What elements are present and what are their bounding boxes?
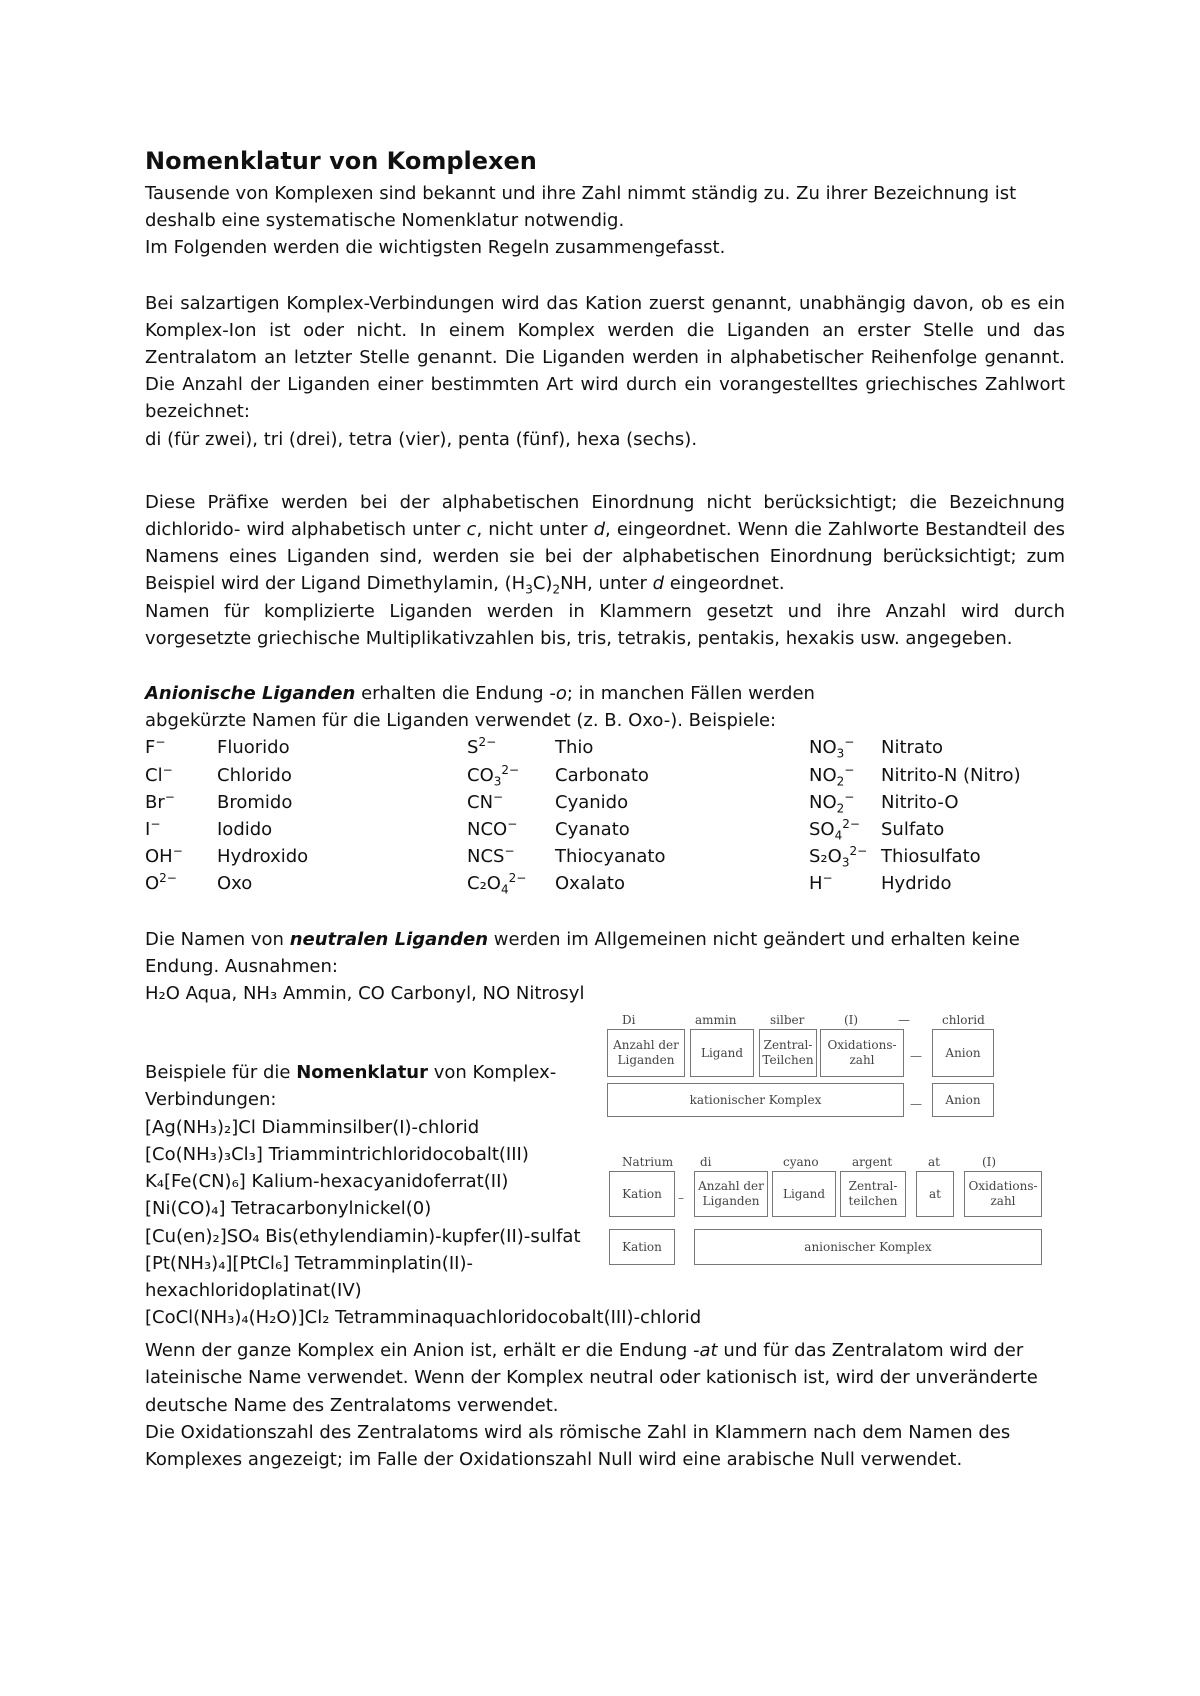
anionic-lead-2: abgekürzte Namen für die Liganden verwendet (z. B. Oxo-). Beispiele: [145, 710, 777, 732]
diagram1-cationic-complex: kationischer Komplex [607, 1083, 904, 1117]
complex-ligand-paragraph: Namen für komplizierte Liganden werden in Klammern gesetzt und ihre Anzahl wird durch vorgesetzte griechische Multiplikativzahlen bis, tris, tetrakis, pentakis, hexakis usw. angegeben. [145, 600, 1065, 649]
diagram1-label: (I) [844, 1013, 859, 1028]
ligand-name: Oxalato [555, 873, 625, 895]
diagram1-label: — [898, 1013, 910, 1028]
diagram2-box-count: Anzahl der Liganden [694, 1171, 768, 1217]
ligand-row [145, 816, 1061, 843]
ligand-formula: OH− [145, 844, 183, 868]
ligand-formula: $NO_2^-$ [809, 762, 855, 789]
diagram1-box-oxidation: Oxidations-zahl [820, 1029, 904, 1077]
example-item: [Co(NH₃)₃Cl₃] Triammintrichloridocobalt(III) [145, 1143, 529, 1165]
diagram1-dash: — [910, 1049, 922, 1064]
diagram2-anionic-complex: anionischer Komplex [694, 1229, 1042, 1265]
diagram2-dash: – [678, 1191, 684, 1206]
ligand-row [145, 843, 1061, 870]
ligand-name: Nitrato [881, 737, 944, 759]
diagram1-label: Di [622, 1013, 636, 1028]
ligand-name: Hydrido [881, 873, 952, 895]
ligand-formula: $S^{2-}$ [467, 735, 497, 759]
ligand-formula: $C_2O_4^{2-}$ [467, 871, 527, 898]
diagram2-bottom-cation: Kation [609, 1229, 675, 1265]
diagram2-label: (I) [982, 1155, 997, 1170]
ligand-formula: Cl− [145, 762, 173, 786]
ligand-name: Fluorido [217, 737, 290, 759]
ligand-formula: $CO_3^{2-}$ [467, 762, 520, 789]
anionic-lead: Anionische Liganden erhalten die Endung -o; in manchen Fällen werden [145, 683, 815, 705]
ligand-formula: $S_2O_3^{2-}$ [809, 844, 868, 870]
diagram2-label: Natrium [622, 1155, 674, 1170]
diagram2-label: cyano [783, 1155, 819, 1170]
diagram1-label: silber [770, 1013, 805, 1028]
ligand-formula: H− [809, 871, 833, 895]
page-title: Nomenklatur von Komplexen [145, 147, 537, 175]
ligand-name: Hydroxido [217, 846, 309, 868]
diagram2-label: at [928, 1155, 940, 1170]
ligand-name: Oxo [217, 873, 253, 895]
ligand-name: Cyanido [555, 791, 629, 813]
ligand-formula: NCS− [467, 844, 515, 868]
rules-paragraph: Bei salzartigen Komplex-Verbindungen wird das Kation zuerst genannt, unabhängig davon, ob es ein Komplex-Ion ist oder nicht. In einem Komplex werden die Liganden an erster Stelle und das Zentralatom an letzter Stelle genannt. Die Liganden werden in alphabetischer Reihenfolge genannt. Die Anzahl der Liganden einer bestimmten Art wird durch ein vorangestelltes griechisches Zahlwort bezeichnet: [145, 292, 1065, 423]
ligand-name: Nitrito-O [881, 791, 959, 813]
ligand-formula: Br− [145, 789, 175, 813]
examples-section [145, 1007, 1065, 1337]
diagram2-label: argent [852, 1155, 893, 1170]
ligand-row [145, 789, 1061, 816]
diagram1-box-anion: Anion [932, 1029, 994, 1077]
ligand-name: Carbonato [555, 764, 649, 786]
neutral-examples: H₂O Aqua, NH₃ Ammin, CO Carbonyl, NO Nitrosyl [145, 983, 585, 1005]
ligand-formula: $NO_3^-$ [809, 735, 855, 762]
examples-lead: Beispiele für die Nomenklatur von Komplex-Verbindungen: [145, 1062, 557, 1111]
final-paragraph-2: Die Oxidationszahl des Zentralatoms wird als römische Zahl in Klammern nach dem Namen des Komplexes angezeigt; im Falle der Oxidationszahl Null wird eine arabische Null verwendet. [145, 1421, 1011, 1471]
example-item: [CoCl(NH₃)₄(H₂O)]Cl₂ Tetramminaquachloridocobalt(III)-chlorid [145, 1307, 702, 1329]
example-item: [Ag(NH₃)₂]Cl Diamminsilber(I)-chlorid [145, 1116, 480, 1138]
ligand-name: Bromido [217, 791, 293, 813]
prefix-list: di (für zwei), tri (drei), tetra (vier), penta (fünf), hexa (sechs). [145, 428, 698, 450]
ligand-name: Chlorido [217, 764, 292, 786]
diagram2-box-cation: Kation [609, 1171, 675, 1217]
diagram2-box-oxidation: Oxidations-zahl [964, 1171, 1042, 1217]
diagram2-box-at: at [916, 1171, 954, 1217]
ligand-name: Sulfato [881, 819, 945, 841]
example-item: [Pt(NH₃)₄][PtCl₆] Tetramminplatin(II)-hexachloridoplatinat(IV) [145, 1252, 473, 1301]
neutral-lead: Die Namen von neutralen Liganden werden im Allgemeinen nicht geändert und erhalten keine Endung. Ausnahmen: [145, 928, 1020, 977]
document-page [145, 146, 1065, 1473]
ligand-formula: CN− [467, 789, 504, 813]
ligand-formula: $O^{2-}$ [145, 871, 177, 895]
prefix-paragraph: Diese Präfixe werden bei der alphabetischen Einordnung nicht berücksichtigt; die Bezeichnung dichlorido- wird alphabetisch unter c, nicht unter d, eingeordnet. Wenn die Zahlworte Bestandteil des Namens eines Liganden sind, werden sie bei der alphabetischen Einordnung berücksichtigt; zum Beispiel wird der Ligand Dimethylamin, $(H_3C)_2NH$, unter d eingeordnet. [145, 491, 1065, 598]
diagram1-dash: — [910, 1097, 922, 1112]
diagram2-box-central: Zentral-teilchen [840, 1171, 906, 1217]
ligand-formula: NCO− [467, 817, 518, 841]
ligand-name: Thiocyanato [555, 846, 666, 868]
ligand-name: Nitrito-N (Nitro) [881, 764, 1021, 786]
diagram2-label: di [700, 1155, 712, 1170]
final-paragraph-1: Wenn der ganze Komplex ein Anion ist, erhält er die Endung -at und für das Zentralatom wird der lateinische Name verwendet. Wenn der Komplex neutral oder kationisch ist, wird der unveränderte deutsche Name des Zentralatoms verwendet. [145, 1340, 1038, 1416]
ligand-name: Iodido [217, 819, 273, 841]
ligand-formula: I− [145, 817, 161, 841]
ligand-formula: F− [145, 735, 166, 759]
diagram1-box-count: Anzahl der Liganden [607, 1029, 685, 1077]
ligand-name: Thio [555, 737, 594, 759]
ligand-name: Thiosulfato [881, 846, 981, 868]
ligand-row [145, 870, 1061, 897]
intro-line-2: Im Folgenden werden die wichtigsten Regeln zusammengefasst. [145, 237, 726, 259]
example-item: [Cu(en)₂]SO₄ Bis(ethylendiamin)-kupfer(II)-sulfat [145, 1225, 581, 1247]
diagram1-box-central: Zentral-Teilchen [759, 1029, 817, 1077]
diagram1-label: ammin [695, 1013, 737, 1028]
ligand-row [145, 734, 1061, 761]
intro-line-1: Tausende von Komplexen sind bekannt und ihre Zahl nimmt ständig zu. Zu ihrer Bezeichnung ist deshalb eine systematische Nomenklatur notwendig. [145, 183, 1017, 232]
diagram1-bottom-anion: Anion [932, 1083, 994, 1117]
ligand-row [145, 762, 1061, 789]
diagram1-box-ligand: Ligand [690, 1029, 754, 1077]
diagram2-box-ligand: Ligand [772, 1171, 836, 1217]
ligand-name: Cyanato [555, 819, 630, 841]
diagram1-label: chlorid [942, 1013, 985, 1028]
nomenclature-diagram [600, 1007, 1070, 1297]
anionic-ligand-table [145, 734, 1061, 897]
ligand-formula: $SO_4^{2-}$ [809, 817, 860, 843]
ligand-formula: $NO_2^-$ [809, 789, 855, 816]
example-item: K₄[Fe(CN)₆] Kalium-hexacyanidoferrat(II) [145, 1171, 509, 1193]
example-item: [Ni(CO)₄] Tetracarbonylnickel(0) [145, 1198, 432, 1220]
